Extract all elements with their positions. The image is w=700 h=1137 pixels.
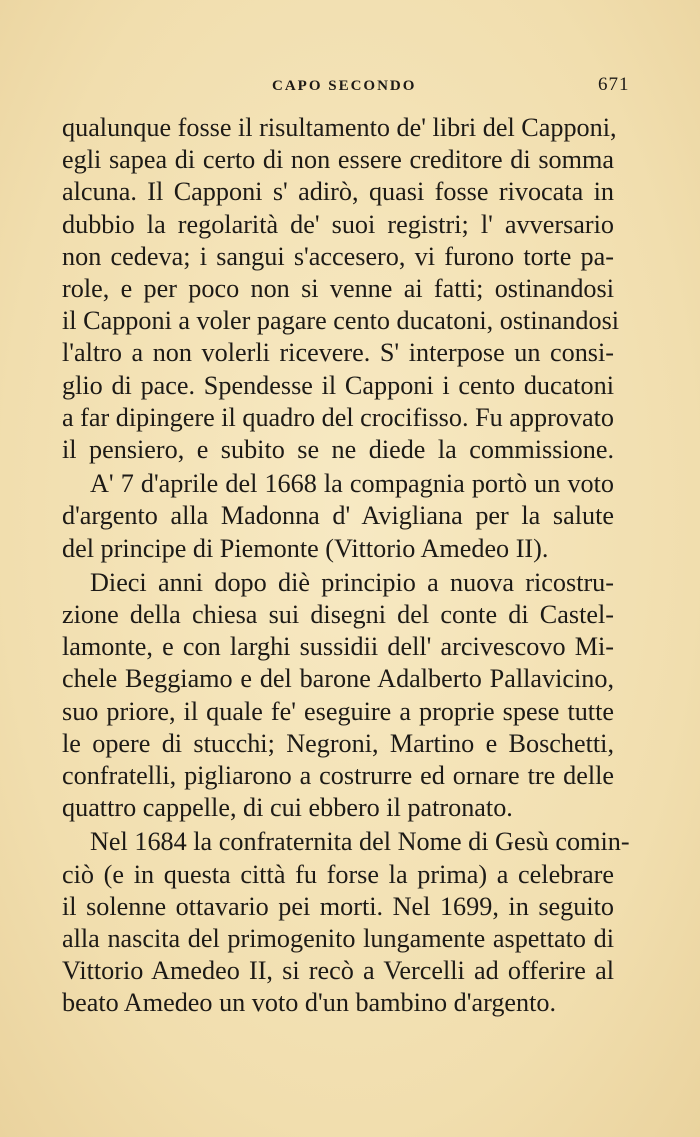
text-line: chele Beggiamo e del barone Adalberto Pallavicino, [62, 664, 614, 694]
text-line: lamonte, e con larghi sussidii dell' arcivescovo Mi- [62, 632, 614, 662]
text-line: il Capponi a voler pagare cento ducatoni, ostinandosi [62, 306, 620, 336]
text-line: alcuna. Il Capponi s' adirò, quasi fosse rivocata in [62, 177, 614, 207]
text-line: Vittorio Amedeo II, si recò a Vercelli ad offerire al [62, 956, 614, 986]
text-line: glio di pace. Spendesse il Capponi i cento ducatoni [62, 370, 614, 400]
paragraph [62, 567, 614, 825]
paragraph [62, 112, 620, 466]
text-line: il solenne ottavario pei morti. Nel 1699, in seguito [62, 891, 614, 921]
text-line: non cedeva; i sangui s'accesero, vi furono torte pa- [62, 241, 614, 271]
text-line: confratelli, pigliarono a costrurre ed ornare tre delle [62, 761, 614, 791]
body-text [62, 112, 630, 1022]
text-line: Dieci anni dopo diè principio a nuova ricostru- [90, 567, 614, 597]
text-line: alla nascita del primogenito lungamente aspettato di [62, 924, 614, 954]
text-line: qualunque fosse il risultamento de' libri del Capponi, [62, 113, 617, 142]
text-line: del principe di Piemonte (Vittorio Amedeo II). [62, 533, 549, 563]
text-line: le opere di stucchi; Negroni, Martino e Boschetti, [62, 728, 614, 758]
page-header [0, 74, 700, 102]
text-line: ciò (e in questa città fu forse la prima) a celebrare [62, 859, 614, 889]
text-line: beato Amedeo un voto d'un bambino d'argento. [62, 988, 557, 1018]
text-line: egli sapea di certo di non essere creditore di somma [62, 145, 614, 175]
text-line: A' 7 d'aprile del 1668 la compagnia portò un voto [90, 469, 614, 499]
text-line: Nel 1684 la confraternita del Nome di Gesù comin- [90, 827, 630, 857]
text-line: role, e per poco non si venne ai fatti; ostinandosi [62, 274, 614, 304]
text-line: l'altro a non volerli ricevere. S' interpose un consi- [62, 338, 614, 368]
text-line: il pensiero, e subito se ne diede la commissione. [62, 435, 614, 465]
paragraph [62, 468, 614, 565]
text-line: d'argento alla Madonna d' Avigliana per la salute [62, 501, 614, 531]
running-head: CAPO SECONDO [272, 78, 417, 94]
text-line: quattro cappelle, di cui ebbero il patronato. [62, 793, 513, 823]
text-line: dubbio la regolarità de' suoi registri; l' avversario [62, 209, 614, 239]
paragraph [62, 826, 630, 1019]
text-line: suo priore, il quale fe' eseguire a proprie spese tutte [62, 696, 614, 726]
text-line: zione della chiesa sui disegni del conte di Castel- [62, 600, 614, 630]
text-line: a far dipingere il quadro del crocifisso. Fu approvato [62, 402, 614, 432]
page-number: 671 [598, 74, 630, 95]
